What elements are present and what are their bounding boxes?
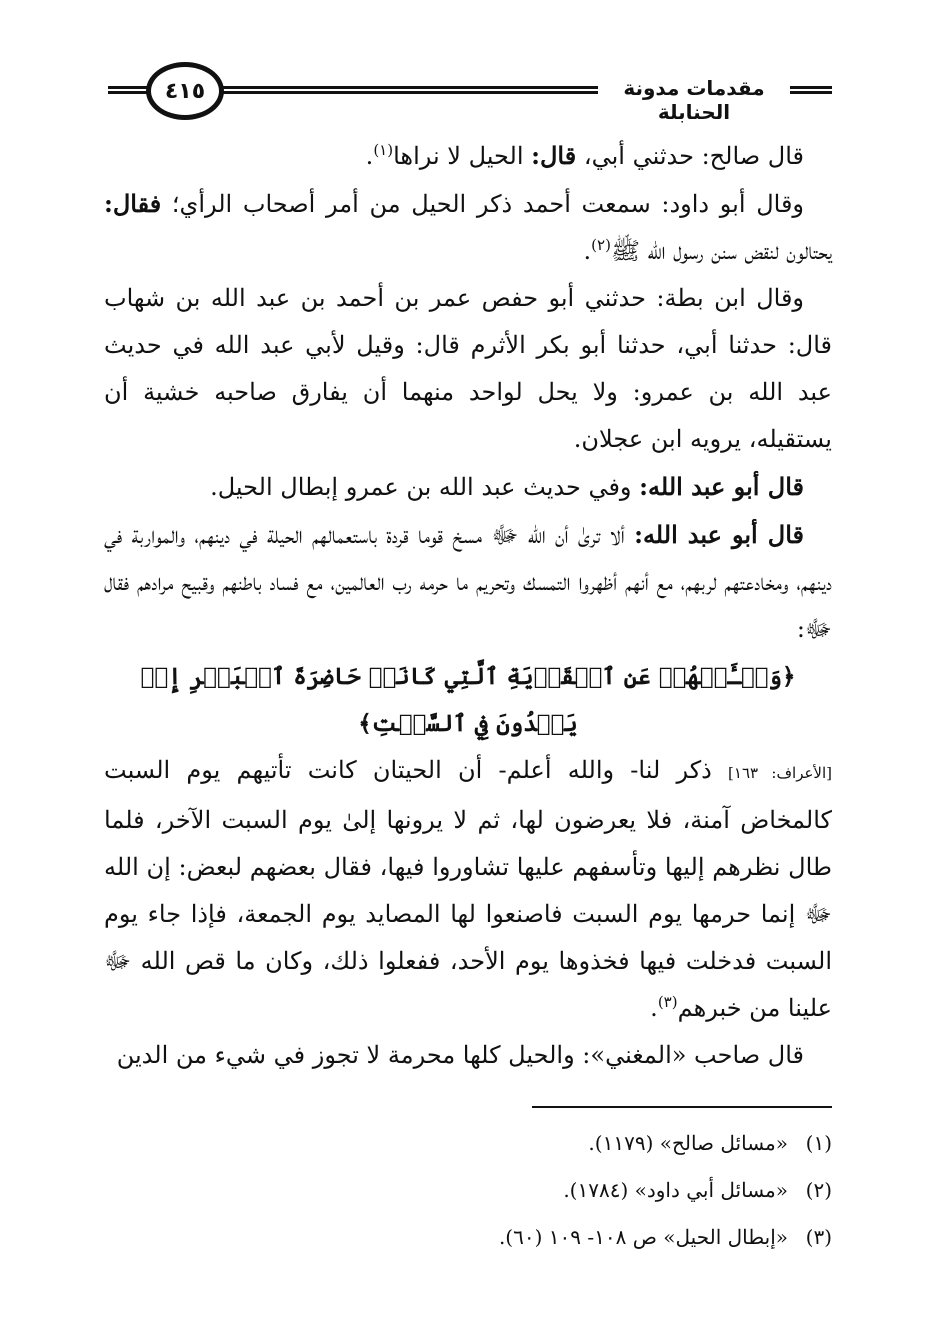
p1-text-after: الحيل لا نراها <box>393 142 532 170</box>
footnote-number: (٢) <box>805 1178 832 1202</box>
footnote-marker-1: (١) <box>373 141 394 159</box>
p6-text: ذكر لنا- والله أعلم- أن الحيتان كانت تأتيهم يوم السبت كالمخاض آمنة، فلا يعرضون لها، ثم لا يرونها إلىٰ يوم السبت الآخر، فلما طال نظرهم إليها وتأسفهم عليها تشاوروا فيها، فقال بعضهم لبعض: إن الله ﷻ إنما حرمها يوم السبت فاصنعوا لها المصايد يوم الجمعة، فإذا جاء يوم السبت فدخلت فيها فخذوها يوم الأحد، ففعلوا ذلك، وكان ما قص الله ﷻ علينا من خبرهم <box>104 756 832 1022</box>
paragraph-ibn-batta: وقال ابن بطة: حدثني أبو حفص عمر بن أحمد بن عبد الله بن شهاب قال: حدثنا أبي، حدثنا أبو بكر الأثرم قال: وقيل لأبي عبد الله في حديث عبد الله بن عمرو: ولا يحل لواحد منهما أن يفارق صاحبه خشية أن يستقيله، يرويه ابن عجلان. <box>104 284 832 453</box>
p1-bold: قال: <box>531 141 577 170</box>
paragraph-abu-abdallah-2 <box>104 511 832 653</box>
p6-end: . <box>650 994 658 1022</box>
footnote-marker-3: (٣) <box>657 993 678 1011</box>
p2-end: . <box>583 237 592 265</box>
footnote-number: (٣) <box>805 1225 832 1249</box>
header-rule-right <box>788 86 832 94</box>
footnote-separator <box>532 1106 832 1108</box>
page-number: ٤١٥ <box>164 78 206 104</box>
paragraph-verse-commentary <box>104 747 832 1032</box>
paragraph-abu-abdallah-1 <box>104 463 832 511</box>
verse-reference: [الأعراف: ١٦٣] <box>728 764 832 782</box>
p2-text: وقال أبو داود: سمعت أحمد ذكر الحيل من أمر أصحاب الرأي؛ <box>161 190 804 218</box>
footnote-text: «مسائل أبي داود» (١٧٨٤). <box>563 1178 788 1202</box>
main-text <box>104 132 832 1079</box>
p1-end: . <box>365 142 374 170</box>
running-title: مقدمات مدونة الحنابلة <box>598 76 790 124</box>
p5-bold: قال أبو عبد الله: <box>634 520 804 549</box>
p1-text: قال صالح: حدثني أبي، <box>576 142 804 170</box>
footnote-1 <box>104 1120 832 1167</box>
footnote-2 <box>104 1167 832 1214</box>
footnote-text: «مسائل صالح» (١١٧٩). <box>588 1131 788 1155</box>
page-header <box>0 50 951 130</box>
footnote-3 <box>104 1214 832 1261</box>
header-rule-middle <box>210 86 600 94</box>
p4-text: وفي حديث عبد الله بن عمرو إبطال الحيل. <box>210 473 640 501</box>
footnote-text: «إبطال الحيل» ص ١٠٨- ١٠٩ (٦٠). <box>498 1225 788 1249</box>
p5-text: ألا ترىٰ أن الله ﷻ مسخ قوما قردة باستعمالهم الحيلة في دينهم، والمواربة في دينهم، ومخادعتهم لربهم، مع أنهم أظهروا التمسك وتحريم ما حرمه رب العالمين، مع فساد باطنهم وقبيح مرادهم فقال ﷻ: <box>104 521 833 643</box>
paragraph-abu-dawud <box>104 180 832 275</box>
paragraph-saleh <box>104 132 832 180</box>
footnote-marker-2: (٢) <box>591 236 611 254</box>
footnotes <box>104 1120 832 1261</box>
p2-bold: فقال: <box>104 189 162 218</box>
p4-bold: قال أبو عبد الله: <box>639 472 804 501</box>
p2-text-after: يحتالون لنقض سنن رسول الله ﷺ <box>610 237 832 265</box>
footnote-number: (١) <box>805 1131 832 1155</box>
quran-verse: ﴿وَسۡـَٔلۡهُمۡ عَنِ ٱلۡقَرۡيَةِ ٱلَّتِي كَانَتۡ حَاضِرَةَ ٱلۡبَحۡرِ إِذۡ يَعۡدُونَ فِي ٱلسَّبۡتِ﴾ <box>140 663 796 737</box>
paragraph-mughni: قال صاحب «المغني»: والحيل كلها محرمة لا تجوز في شيء من الدين <box>116 1041 804 1069</box>
page-number-ring <box>146 62 224 120</box>
